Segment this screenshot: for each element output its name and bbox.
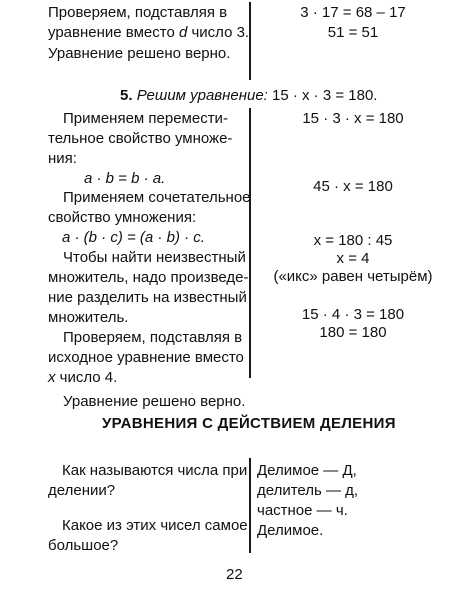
check-step-1: 15 · 4 · 3 = 180 xyxy=(301,306,405,323)
variable-x: x xyxy=(48,369,56,386)
block1-left-line-3: Уравнение решено верно. xyxy=(48,45,231,62)
rule-text-line-1: Применяем перемести- xyxy=(63,110,228,127)
rule-text-line-10: ние разделить на известный xyxy=(48,289,247,306)
block1-left-line-1: Проверяем, подставляя в xyxy=(48,4,228,21)
rule-text-line-9: множитель, надо произведе- xyxy=(48,269,249,286)
answer-divisor: делитель — д, xyxy=(257,482,359,499)
question-2-line-2: большое? xyxy=(48,537,119,554)
column-divider-2 xyxy=(249,108,251,378)
rule-text-line-11: множитель. xyxy=(48,309,129,326)
block1-left-line-2 xyxy=(48,24,249,42)
solution-step-1: 15 · 3 · x = 180 xyxy=(302,110,404,127)
rule-text-line-13: исходное уравнение вместо xyxy=(48,349,244,366)
rule-text-line-6: свойство умножения: xyxy=(48,209,197,226)
rule-text-line-12: Проверяем, подставляя в xyxy=(63,329,243,346)
rule-text-line-14b: число 4. xyxy=(55,369,118,386)
column-divider-3 xyxy=(249,458,251,553)
answer-largest: Делимое. xyxy=(257,522,324,539)
section-heading: УРАВНЕНИЯ С ДЕЙСТВИЕМ ДЕЛЕНИЯ xyxy=(102,415,396,432)
example-number: 5. xyxy=(120,87,133,104)
question-1-line-1: Как называются числа при xyxy=(62,462,248,479)
solution-reading: («икс» равен четырём) xyxy=(273,268,433,285)
example-5-title xyxy=(120,87,377,104)
check-step-2: 180 = 180 xyxy=(319,324,387,341)
page-number: 22 xyxy=(226,566,243,583)
column-divider-1 xyxy=(249,2,251,80)
question-2-line-1: Какое из этих чисел самое xyxy=(62,517,248,534)
example-title-italic: Решим уравнение: xyxy=(136,87,268,104)
rule-text-line-15: Уравнение решено верно. xyxy=(63,393,246,410)
commutative-formula: a · b = b · a. xyxy=(84,170,166,187)
rule-text-line-8: Чтобы найти неизвестный xyxy=(63,249,246,266)
block1-left-line-2b: число 3. xyxy=(191,24,250,41)
solution-step-4: x = 4 xyxy=(336,250,370,267)
example-equation: 15 · x · 3 = 180. xyxy=(272,87,378,104)
rule-text-line-5: Применяем сочетательное xyxy=(63,189,251,206)
rule-text-line-2: тельное свойство умноже- xyxy=(48,130,233,147)
associative-formula: a · (b · c) = (a · b) · c. xyxy=(62,229,205,246)
variable-d: d xyxy=(178,24,188,41)
block1-left-line-2a: уравнение вместо xyxy=(48,24,179,41)
solution-step-3: x = 180 : 45 xyxy=(313,232,393,249)
solution-step-2: 45 · x = 180 xyxy=(313,178,393,195)
question-1-line-2: делении? xyxy=(48,482,116,499)
rule-text-line-14 xyxy=(48,369,117,387)
answer-quotient: частное — ч. xyxy=(257,502,348,519)
block1-right-check-1: 3 · 17 = 68 – 17 xyxy=(300,4,406,21)
rule-text-line-3: ния: xyxy=(48,150,77,167)
block1-right-check-2: 51 = 51 xyxy=(327,24,379,41)
answer-dividend: Делимое — Д, xyxy=(257,462,357,479)
